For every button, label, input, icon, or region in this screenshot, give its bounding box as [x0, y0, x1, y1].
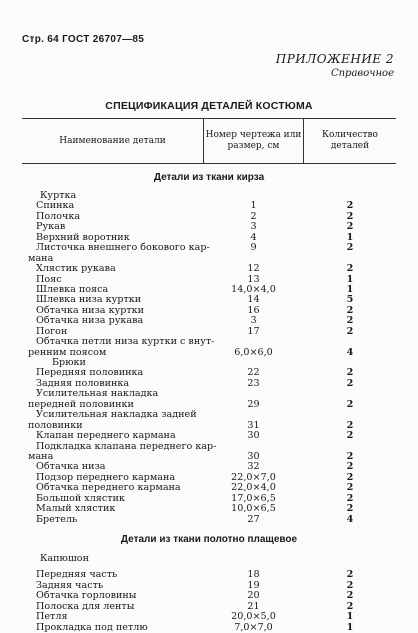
appendix-subtitle: Справочное	[330, 68, 394, 79]
part-name: Задняя половинка	[36, 377, 130, 389]
table-row	[22, 515, 396, 525]
group-row	[22, 191, 396, 201]
document-title: СПЕЦИФИКАЦИЯ ДЕТАЛЕЙ КОСТЮМА	[105, 100, 313, 112]
part-name: Подкладка клапана переднего кар-	[36, 440, 217, 452]
part-name: Передняя часть	[36, 569, 118, 581]
part-name: Полочка	[36, 210, 81, 222]
drawing-number: 31	[247, 419, 260, 431]
quantity: 1	[346, 611, 354, 623]
table-row	[22, 442, 396, 452]
table-row	[22, 431, 396, 441]
part-name: Обтачка петли низа куртки с внут-	[36, 336, 215, 348]
table-row	[22, 337, 396, 347]
part-name: Обтачка горловины	[36, 590, 137, 602]
table-header	[22, 118, 396, 164]
part-name: передней половинки	[28, 398, 134, 410]
part-name: Шлевка пояса	[36, 283, 109, 295]
drawing-number: 32	[247, 461, 260, 473]
part-name: Погон	[36, 325, 68, 337]
drawing-number: 22	[247, 367, 260, 379]
specification-table	[22, 118, 396, 633]
drawing-number: 3	[250, 315, 257, 327]
drawing-number: 4	[250, 231, 257, 243]
part-name: Большой хлястик	[36, 492, 125, 504]
part-name: Хлястик рукава	[36, 263, 116, 275]
part-name: Клапан переднего кармана	[36, 430, 176, 442]
table-row	[22, 623, 396, 633]
table-row	[22, 264, 396, 274]
part-name: Прокладка под петлю	[36, 621, 148, 633]
quantity: 2	[346, 590, 354, 602]
drawing-number: 13	[247, 273, 260, 285]
part-name: Полоска для ленты	[36, 600, 135, 612]
drawing-number: 7,0×7,0	[234, 621, 273, 633]
part-name: половинки	[28, 419, 83, 431]
quantity: 2	[346, 377, 354, 389]
drawing-number: 16	[247, 304, 260, 316]
page-header: Стр. 64 ГОСТ 26707—85	[22, 34, 145, 45]
part-name: Подзор переднего кармана	[36, 471, 176, 483]
quantity: 5	[346, 294, 354, 306]
drawing-number: 30	[247, 430, 260, 442]
appendix-title: ПРИЛОЖЕНИЕ 2	[275, 52, 394, 66]
drawing-number: 27	[247, 513, 260, 525]
quantity: 2	[346, 210, 354, 222]
part-name: Листочка внешнего бокового кар-	[36, 242, 210, 254]
quantity: 2	[346, 398, 354, 410]
quantity: 2	[346, 304, 354, 316]
column-header-name: Наименование детали	[22, 119, 204, 163]
table-row	[22, 602, 396, 612]
part-name: Петля	[36, 611, 68, 623]
part-name: Усилительная накладка	[36, 388, 159, 400]
drawing-number: 14	[247, 294, 260, 306]
quantity: 1	[346, 273, 354, 285]
quantity: 2	[346, 450, 354, 462]
quantity: 2	[346, 579, 354, 591]
column-header-quantity: Количество деталей	[322, 130, 378, 151]
group-row	[22, 554, 396, 564]
part-name: Передняя половинка	[36, 367, 144, 379]
drawing-number: 22,0×4,0	[231, 482, 276, 494]
quantity: 4	[346, 513, 354, 525]
quantity: 2	[346, 200, 354, 212]
drawing-number: 1	[250, 200, 257, 212]
part-name: Обтачка переднего кармана	[36, 482, 181, 494]
quantity: 2	[346, 471, 354, 483]
quantity: 4	[346, 346, 354, 358]
quantity: 2	[346, 503, 354, 515]
part-name: Брюки	[52, 357, 86, 368]
table-row	[22, 504, 396, 514]
part-name: Усилительная накладка задней	[36, 409, 197, 421]
part-name: Обтачка низа рукава	[36, 315, 144, 327]
part-name: Обтачка низа куртки	[36, 304, 145, 316]
table-row	[22, 243, 396, 253]
quantity: 2	[346, 482, 354, 494]
drawing-number: 22,0×7,0	[231, 471, 276, 483]
part-name: Рукав	[36, 221, 66, 233]
quantity: 1	[346, 283, 354, 295]
section-title-kirza: Детали из ткани кирза	[153, 172, 265, 183]
part-name: Спинка	[36, 200, 75, 212]
quantity: 2	[346, 221, 354, 233]
drawing-number: 10,0×6,5	[231, 503, 276, 515]
quantity: 1	[346, 231, 354, 243]
quantity: 2	[346, 430, 354, 442]
part-name: ренним поясом	[28, 346, 107, 358]
part-name: мана	[28, 450, 54, 462]
table-row	[22, 316, 396, 326]
part-name: Бретель	[36, 513, 78, 525]
table-row	[22, 212, 396, 222]
part-name: Пояс	[36, 273, 62, 285]
quantity: 2	[346, 492, 354, 504]
quantity: 2	[346, 315, 354, 327]
quantity: 2	[346, 242, 354, 254]
part-name: Шлевка низа куртки	[36, 294, 142, 306]
drawing-number: 17	[247, 325, 260, 337]
drawing-number: 14,0×4,0	[231, 283, 276, 295]
group-label-hood: Капюшон	[40, 553, 89, 564]
drawing-number: 21	[247, 600, 260, 612]
column-header-number: Номер чертежа или размер, см	[204, 119, 304, 163]
section2-rows	[22, 570, 396, 633]
drawing-number: 12	[247, 263, 260, 275]
quantity: 2	[346, 569, 354, 581]
drawing-number: 19	[247, 579, 260, 591]
quantity: 2	[346, 461, 354, 473]
drawing-number: 3	[250, 221, 257, 233]
part-name: Малый хлястик	[36, 503, 116, 515]
drawing-number: 2	[250, 210, 257, 222]
drawing-number: 18	[247, 569, 260, 581]
quantity: 2	[346, 367, 354, 379]
quantity: 2	[346, 263, 354, 275]
drawing-number: 20	[247, 590, 260, 602]
appendix-label	[276, 52, 394, 79]
part-name: Верхний воротник	[36, 231, 130, 243]
drawing-number: 30	[247, 450, 260, 462]
quantity: 2	[346, 600, 354, 612]
quantity: 2	[346, 419, 354, 431]
drawing-number: 29	[247, 398, 260, 410]
section-title-raincoat: Детали из ткани полотно плащевое	[120, 534, 298, 545]
group-label-jacket: Куртка	[40, 190, 77, 201]
quantity: 1	[346, 621, 354, 633]
drawing-number: 9	[250, 242, 257, 254]
drawing-number: 20,0×5,0	[231, 611, 276, 623]
part-name: Обтачка низа	[36, 461, 106, 473]
quantity: 2	[346, 325, 354, 337]
section1-rows	[22, 201, 396, 525]
drawing-number: 23	[247, 377, 260, 389]
part-name: мана	[28, 252, 54, 264]
drawing-number: 6,0×6,0	[234, 346, 273, 358]
drawing-number: 17,0×6,5	[231, 492, 276, 504]
part-name: Задняя часть	[36, 579, 104, 591]
